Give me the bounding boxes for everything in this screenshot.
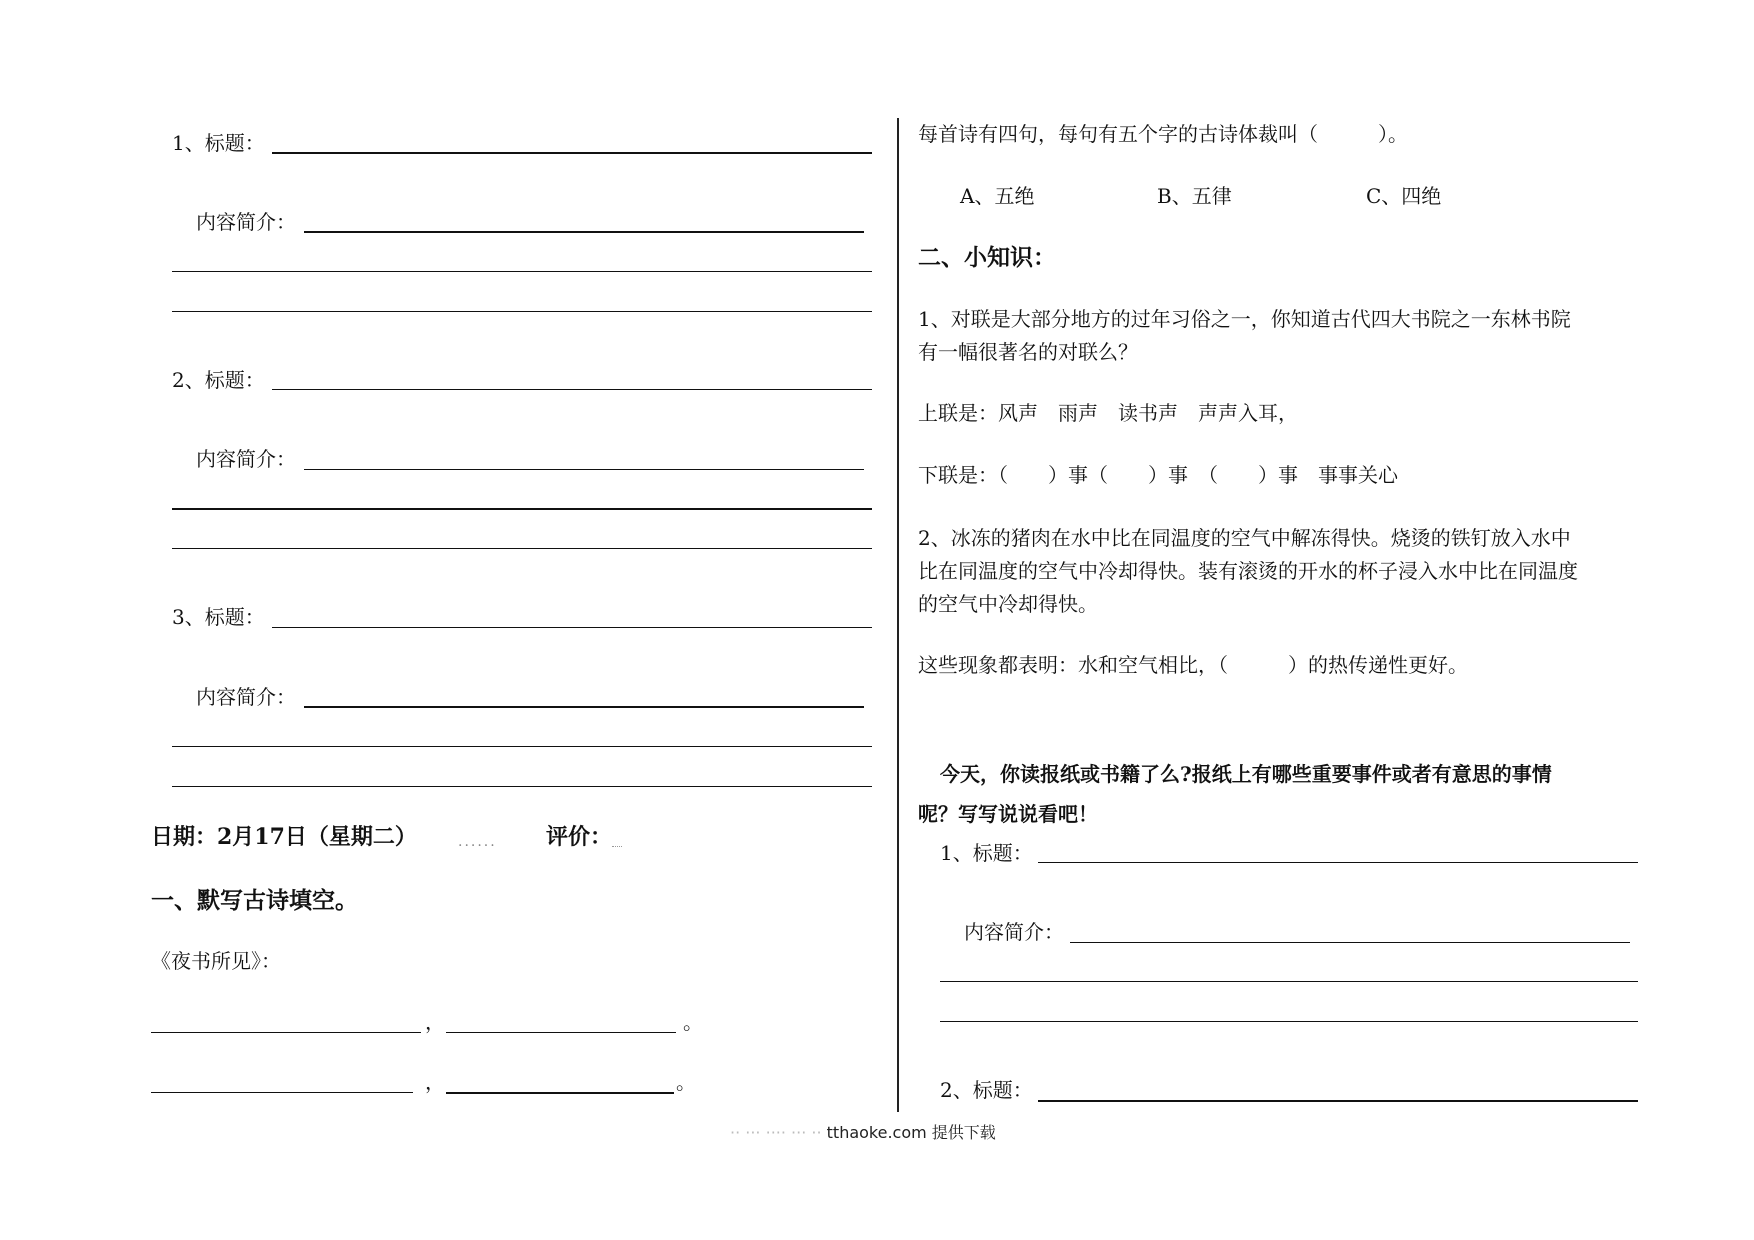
footer-source bbox=[730, 1120, 996, 1143]
reading-prompt-line1: 今天，你读报纸或书籍了么?报纸上有哪些重要事件或者有意思的事情 bbox=[940, 762, 1552, 786]
entry3-summary-line-3[interactable] bbox=[172, 786, 872, 787]
poem-line2-period: 。 bbox=[676, 1070, 696, 1094]
entry2-summary-line-2[interactable] bbox=[172, 508, 872, 510]
date-dots: ...... bbox=[458, 834, 497, 850]
right-entry1-summary-line-2[interactable] bbox=[940, 981, 1638, 982]
right-entry2-title-blank[interactable] bbox=[1038, 1100, 1638, 1102]
footer-text: tthaoke.com 提供下载 bbox=[826, 1123, 996, 1142]
option-b[interactable]: B、五律 bbox=[1157, 184, 1232, 208]
reading-prompt-line2: 呢？写写说说看吧！ bbox=[918, 802, 1098, 826]
entry1-summary-blank[interactable] bbox=[304, 231, 864, 233]
option-c[interactable]: C、四绝 bbox=[1366, 184, 1442, 208]
q2-line1: 2、冰冻的猪肉在水中比在同温度的空气中解冻得快。烧烫的铁钉放入水中 bbox=[918, 526, 1571, 550]
column-divider bbox=[897, 118, 899, 1112]
entry2-summary-line-3[interactable] bbox=[172, 548, 872, 549]
eval-label: 评价： bbox=[546, 824, 613, 850]
entry3-summary-line-2[interactable] bbox=[172, 746, 872, 747]
poem-line2-first-blank[interactable] bbox=[151, 1092, 413, 1093]
right-entry1-title-blank[interactable] bbox=[1038, 862, 1638, 863]
poem-line1-comma: ， bbox=[425, 1010, 445, 1034]
couplet-lower: 下联是：（ ）事（ ）事 （ ）事 事事关心 bbox=[918, 463, 1398, 487]
right-entry2-title-label: 2、标题： bbox=[940, 1078, 1033, 1102]
section2-heading: 二、小知识： bbox=[918, 244, 1056, 271]
entry2-summary-label: 内容简介： bbox=[196, 447, 296, 471]
q2-conclusion: 这些现象都表明：水和空气相比，（ ）的热传递性更好。 bbox=[918, 653, 1468, 677]
q1-line1: 1、对联是大部分地方的过年习俗之一，你知道古代四大书院之一东林书院 bbox=[918, 307, 1571, 331]
entry1-summary-line-3[interactable] bbox=[172, 311, 872, 312]
poem-line2-second-blank[interactable] bbox=[446, 1092, 674, 1094]
entry1-summary-line-2[interactable] bbox=[172, 271, 872, 272]
poem-line1-period: 。 bbox=[683, 1010, 703, 1034]
right-entry1-summary-label: 内容简介： bbox=[964, 920, 1064, 944]
entry3-title-blank[interactable] bbox=[272, 627, 872, 628]
right-entry1-summary-line-3[interactable] bbox=[940, 1021, 1638, 1022]
entry1-title-blank[interactable] bbox=[272, 152, 872, 154]
entry1-title-label: 1、标题： bbox=[172, 131, 265, 155]
entry3-summary-label: 内容简介： bbox=[196, 685, 296, 709]
right-entry1-title-label: 1、标题： bbox=[940, 841, 1033, 865]
eval-blank[interactable] bbox=[612, 846, 622, 847]
poem-title: 《夜书所见》： bbox=[151, 949, 281, 973]
date-line: 日期：2月17日（星期二） bbox=[151, 824, 417, 850]
option-a[interactable]: A、五绝 bbox=[960, 184, 1035, 208]
entry3-title-label: 3、标题： bbox=[172, 605, 265, 629]
poem-line2-comma: ， bbox=[425, 1070, 445, 1094]
poem-line1-second-blank[interactable] bbox=[446, 1032, 676, 1033]
q1-line2: 有一幅很著名的对联么？ bbox=[918, 340, 1138, 364]
entry2-summary-blank[interactable] bbox=[304, 469, 864, 470]
entry2-title-blank[interactable] bbox=[272, 389, 872, 390]
poem-form-question: 每首诗有四句，每句有五个字的古诗体裁叫（ ）。 bbox=[918, 122, 1408, 146]
poem-line1-first-blank[interactable] bbox=[151, 1032, 421, 1033]
entry1-summary-label: 内容简介： bbox=[196, 210, 296, 234]
q2-line2: 比在同温度的空气中冷却得快。装有滚烫的开水的杯子浸入水中比在同温度 bbox=[918, 559, 1578, 583]
footer-obscured: ·· ··· ···· ··· ·· bbox=[730, 1123, 822, 1142]
right-entry1-summary-blank[interactable] bbox=[1070, 942, 1630, 943]
q2-line3: 的空气中冷却得快。 bbox=[918, 592, 1098, 616]
section1-heading: 一、默写古诗填空。 bbox=[151, 887, 358, 914]
couplet-upper: 上联是：风声 雨声 读书声 声声入耳， bbox=[918, 401, 1298, 425]
entry2-title-label: 2、标题： bbox=[172, 368, 265, 392]
entry3-summary-blank[interactable] bbox=[304, 706, 864, 708]
